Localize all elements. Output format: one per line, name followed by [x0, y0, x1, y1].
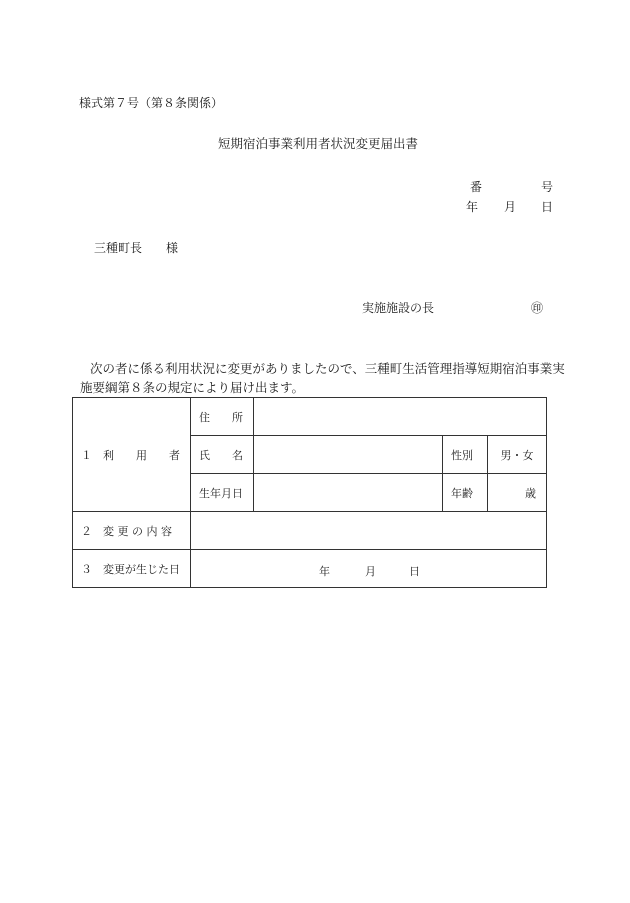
birthdate-label: 生年月日 [191, 474, 254, 512]
age-label: 年齢 [443, 474, 488, 512]
address-label: 住 所 [191, 398, 254, 436]
gender-field[interactable]: 男・女 [488, 436, 547, 474]
seal-mark: ㊞ [531, 301, 544, 315]
addressee-honorific: 様 [166, 241, 179, 255]
table-row-change-date [73, 550, 547, 588]
change-date-year: 年 [319, 565, 330, 578]
change-date-label: ３ 変更が生じた日 [73, 550, 191, 588]
document-title: 短期宿泊事業利用者状況変更届出書 [218, 136, 419, 151]
sender-title: 実施施設の長 [362, 301, 435, 315]
user-section-label: １ 利 用 者 [73, 398, 191, 512]
name-field[interactable] [254, 436, 443, 474]
addressee-name: 三種町長 [94, 241, 143, 255]
age-field[interactable]: 歳 [488, 474, 547, 512]
date-day-label: 日 [541, 200, 554, 214]
number-suffix: 号 [541, 180, 554, 194]
gender-label: 性別 [443, 436, 488, 474]
form-number: 様式第７号（第８条関係） [79, 96, 224, 110]
notification-form-table [72, 397, 547, 588]
name-label: 氏 名 [191, 436, 254, 474]
change-content-field[interactable] [191, 512, 547, 550]
change-date-month: 月 [365, 565, 376, 578]
number-label: 番 [470, 180, 483, 194]
address-field[interactable] [254, 398, 547, 436]
date-month-label: 月 [504, 200, 517, 214]
table-row-change-content [73, 512, 547, 550]
change-content-label: ２ 変 更 の 内 容 [73, 512, 191, 550]
change-date-field[interactable] [191, 550, 547, 588]
change-date-day: 日 [409, 565, 420, 578]
body-text-line-2: 施要綱第８条の規定により届け出ます。 [80, 380, 305, 395]
birthdate-field[interactable] [254, 474, 443, 512]
body-text-line-1: 次の者に係る利用状況に変更がありましたので、三種町生活管理指導短期宿泊事業実 [90, 361, 565, 376]
date-year-label: 年 [466, 200, 479, 214]
table-row-address [73, 398, 547, 436]
